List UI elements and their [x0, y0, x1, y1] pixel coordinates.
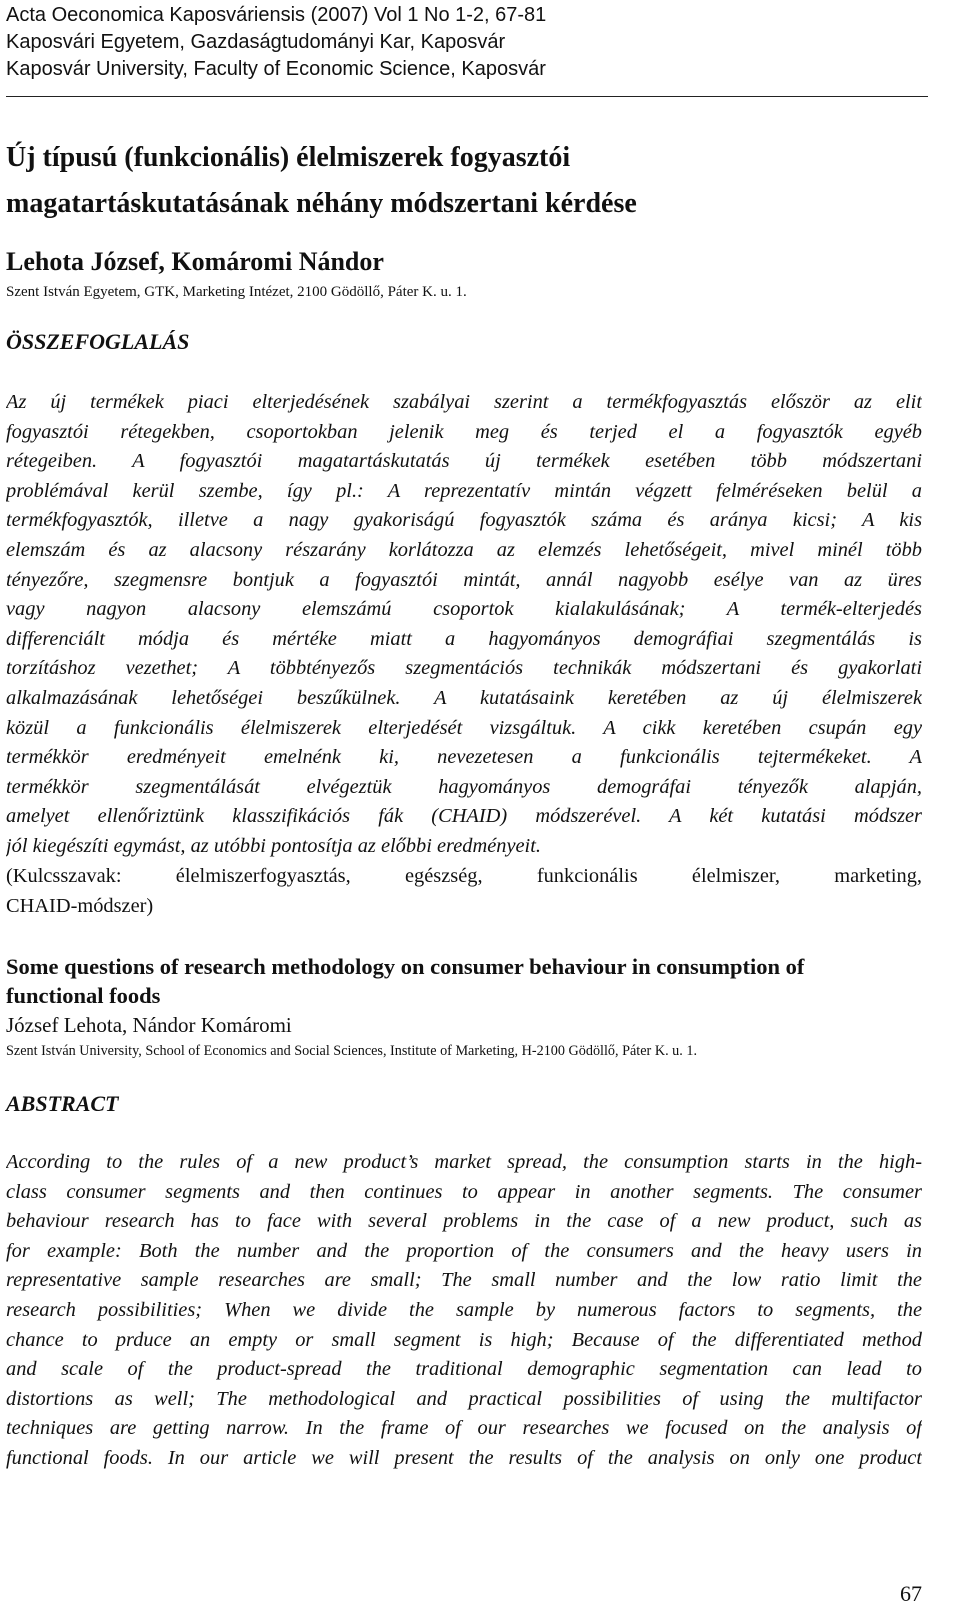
summary-line: differenciált módja és mértéke miatt a hagyományos demográfiai szegmentálás is: [6, 627, 922, 650]
abstract-line: According to the rules of a new product’s market spread, the consumption starts in the high-: [6, 1151, 922, 1173]
summary-line: fogyasztói rétegekben, csoportokban jelenik meg és terjed el a fogyasztók egyéb: [6, 420, 922, 443]
abstract-line: research possibilities; When we divide the sample by numerous factors to segments, the: [6, 1298, 922, 1321]
abstract-line: for example: Both the number and the proportion of the consumers and the heavy users in: [6, 1239, 922, 1262]
summary-line: Az új termékek piaci elterjedésének szabályai szerint a termékfogyasztás először az elit: [6, 391, 922, 413]
summary-line: jól kiegészíti egymást, az utóbbi pontosítja az előbbi eredményeit.: [6, 834, 541, 857]
abstract-line: functional foods. In our article we will present the results of the analysis on only one product: [6, 1446, 922, 1469]
hu-title-line: magatartáskutatásának néhány módszertani kérdése: [6, 188, 637, 219]
institution-hu: Kaposvári Egyetem, Gazdaságtudományi Kar, Kaposvár: [6, 31, 506, 53]
abstract-line: chance to prduce an empty or small segment is high; Because of the differentiated method: [6, 1328, 922, 1351]
summary-line: elemszám és az alacsony részarány korlátozza az elemzés lehetőségeit, mivel minél több: [6, 538, 922, 561]
summary-line: tényezőre, szegmensre bontjuk a fogyasztói mintát, annál nagyobb esélye van az üres: [6, 568, 922, 591]
page-number: 67: [900, 1581, 922, 1606]
summary-line: termékkör szegmentálását elvégeztük hagyományos demográfai tényezők alapján,: [6, 775, 922, 798]
en-authors: József Lehota, Nándor Komáromi: [6, 1013, 292, 1037]
summary-line: alkalmazásának lehetőségei beszűkülnek. A kutatásaink keretében az új élelmiszerek: [6, 686, 922, 709]
abstract-text: [6, 1148, 922, 1474]
summary-heading: ÖSSZEFOGLALÁS: [6, 329, 190, 354]
summary-line: vagy nagyon alacsony elemszámú csoportok kialakulásának; A termék-elterjedés: [6, 598, 922, 621]
abstract-line: representative sample researches are small; The small number and the low ratio limit the: [6, 1269, 922, 1292]
summary-line: problémával kerül szembe, így pl.: A reprezentatív mintán végzett felméréseken belül a: [6, 479, 922, 502]
hu-affiliation: Szent István Egyetem, GTK, Marketing Intézet, 2100 Gödöllő, Páter K. u. 1.: [6, 284, 467, 300]
header-divider: [6, 96, 928, 97]
summary-line: termékkör eredményeit emelnénk ki, nevezetesen a funkcionális tejtermékeket. A: [6, 746, 922, 769]
keywords-line: CHAID-módszer): [6, 894, 154, 917]
abstract-line: and scale of the product-spread the traditional demographic segmentation can lead to: [6, 1358, 922, 1381]
abstract-line: techniques are getting narrow. In the frame of our researches we focused on the analysis of: [6, 1417, 922, 1440]
journal-header: [6, 2, 926, 83]
summary-line: rétegeiben. A fogyasztói magatartáskutatás új termékek esetében több módszertani: [6, 450, 922, 473]
en-affiliation: Szent István University, School of Economics and Social Sciences, Institute of Marketing, H-2100 Gödöllő, Páter K. u. 1.: [6, 1043, 697, 1059]
summary-line: torzításhoz vezethet; A többtényezős szegmentációs technikák módszertani és gyakorlati: [6, 657, 922, 680]
summary-line: közül a funkcionális élelmiszerek elterjedését vizsgáltuk. A cikk keretében csupán egy: [6, 716, 922, 739]
summary-line: amelyet ellenőriztünk klasszifikációs fák (CHAID) módszerével. A két kutatási módszer: [6, 805, 922, 828]
hu-title-line: Új típusú (funkcionális) élelmiszerek fogyasztói: [6, 142, 571, 173]
journal-citation: Acta Oeconomica Kaposváriensis (2007) Vol 1 No 1-2, 67-81: [6, 4, 547, 26]
en-title-line: Some questions of research methodology on consumer behaviour in consumption of: [6, 954, 805, 979]
summary-text: [6, 388, 922, 862]
hu-title: [6, 135, 926, 227]
hu-authors: Lehota József, Komáromi Nándor: [6, 247, 384, 276]
summary-line: termékfogyasztók, illetve a nagy gyakoriságú fogyasztók száma és aránya kicsi; A kis: [6, 509, 922, 532]
hu-keywords: [6, 862, 922, 921]
abstract-line: behaviour research has to face with several problems in the case of a new product, such as: [6, 1210, 922, 1233]
en-title-line: functional foods: [6, 983, 161, 1008]
abstract-line: class consumer segments and then continues to appear in another segments. The consumer: [6, 1180, 922, 1203]
en-title: [6, 952, 926, 1010]
abstract-line: distortions as well; The methodological and practical possibilities of using the multifactor: [6, 1387, 922, 1410]
keywords-line: (Kulcsszavak: élelmiszerfogyasztás, egészség, funkcionális élelmiszer, marketing,: [6, 865, 922, 887]
abstract-heading: ABSTRACT: [6, 1091, 119, 1116]
institution-en: Kaposvár University, Faculty of Economic Science, Kaposvár: [6, 58, 546, 80]
